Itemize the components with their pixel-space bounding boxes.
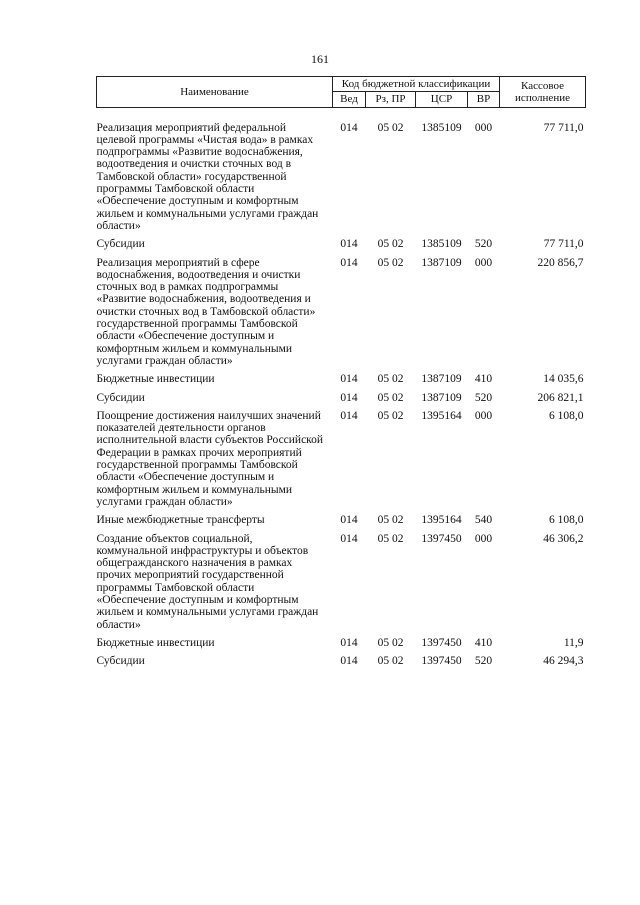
- row-name: Реализация мероприятий в сфере водоснабжения, водоотведения и очистки сточных вод в рамках подпрограммы «Развитие водоснабжения, водоотведения и очистки сточных вод в Тамбовской области» государственной программы Тамбовской области «Обеспечение доступным и комфортным жильем и коммунальными услугами граждан области»: [96, 256, 316, 367]
- row-rz-pr: 05 02: [377, 121, 404, 134]
- table-row: [97, 238, 586, 256]
- table-row: [97, 392, 586, 410]
- row-rz-pr: 05 02: [377, 514, 404, 527]
- table-body: [97, 107, 586, 673]
- row-ved: 014: [340, 391, 358, 404]
- row-rz-pr: 05 02: [377, 636, 404, 649]
- row-csr: 1397450: [421, 636, 462, 649]
- table-row: [97, 410, 586, 514]
- table-row: [97, 514, 586, 532]
- row-ved: 014: [340, 373, 358, 386]
- table-row: [97, 257, 586, 374]
- row-name: Бюджетные инвестиции: [96, 373, 215, 386]
- row-vr: 520: [474, 391, 493, 404]
- row-ved: 014: [340, 256, 358, 269]
- header-csr: ЦСР: [416, 92, 468, 107]
- row-amount: 77 711,0: [543, 121, 584, 134]
- row-rz-pr: 05 02: [377, 655, 404, 668]
- row-rz-pr: 05 02: [377, 238, 404, 251]
- header-name: Наименование: [97, 77, 333, 108]
- row-name: Иные межбюджетные трансферты: [96, 514, 265, 527]
- row-rz-pr: 05 02: [377, 256, 404, 269]
- table-row: [97, 122, 586, 239]
- row-ved: 014: [340, 409, 358, 422]
- row-csr: 1387109: [421, 373, 462, 386]
- row-name: Субсидии: [96, 655, 145, 668]
- table-row: [97, 373, 586, 391]
- row-amount: 6 108,0: [549, 409, 584, 422]
- row-amount: 206 821,1: [537, 391, 584, 404]
- row-amount: 14 035,6: [543, 373, 584, 386]
- row-csr: 1385109: [421, 121, 462, 134]
- row-ved: 014: [340, 636, 358, 649]
- budget-table: [96, 76, 586, 673]
- row-rz-pr: 05 02: [377, 532, 404, 545]
- row-name: Бюджетные инвестиции: [96, 636, 215, 649]
- row-ved: 014: [340, 238, 358, 251]
- row-csr: 1395164: [421, 514, 462, 527]
- row-amount: 11,9: [563, 636, 584, 649]
- row-rz-pr: 05 02: [377, 391, 404, 404]
- row-vr: 000: [474, 532, 493, 545]
- row-csr: 1395164: [421, 409, 462, 422]
- row-vr: 540: [474, 514, 493, 527]
- table-header: [97, 77, 586, 108]
- row-ved: 014: [340, 655, 358, 668]
- row-rz-pr: 05 02: [377, 409, 404, 422]
- row-vr: 000: [474, 409, 493, 422]
- row-vr: 410: [474, 373, 493, 386]
- row-name: Создание объектов социальной, коммунальной инфраструктуры и объектов общегражданского назначения в рамках прочих мероприятий государственной программы Тамбовской области «Обеспечение доступным и комфортным жильем и коммунальными услугами граждан области»: [96, 532, 319, 631]
- row-ved: 014: [340, 532, 358, 545]
- table-row: [97, 655, 586, 673]
- row-csr: 1397450: [421, 532, 462, 545]
- page-number: 161: [311, 52, 329, 66]
- row-vr: 000: [474, 256, 493, 269]
- row-name: Субсидии: [96, 391, 145, 404]
- row-csr: 1385109: [421, 238, 462, 251]
- row-rz-pr: 05 02: [377, 373, 404, 386]
- row-vr: 000: [474, 121, 493, 134]
- row-csr: 1387109: [421, 391, 462, 404]
- row-amount: 220 856,7: [537, 256, 584, 269]
- header-rz: Рз, ПР: [366, 92, 416, 107]
- row-name: Реализация мероприятий федеральной целевой программы «Чистая вода» в рамках подпрограммы «Развитие водоснабжения, водоотведения и очистки сточных вод в Тамбовской области» государственной программы Тамбовской области «Обеспечение доступным и комфортным жильем и коммунальными услугами граждан области»: [96, 121, 319, 232]
- table-row: [97, 533, 586, 637]
- header-amount: Кассовое исполнение: [500, 77, 586, 108]
- row-ved: 014: [340, 514, 358, 527]
- row-vr: 520: [474, 238, 493, 251]
- row-csr: 1387109: [421, 256, 462, 269]
- row-name: Поощрение достижения наилучших значений показателей деятельности органов исполнительной власти субъектов Российской Федерации в рамках прочих мероприятий государственной программы Тамбовской области «Обеспечение доступным и комфортным жильем и коммунальными услугами граждан области»: [96, 409, 324, 508]
- header-code-group: Код бюджетной классификации: [333, 77, 500, 92]
- row-csr: 1397450: [421, 655, 462, 668]
- row-amount: 46 306,2: [543, 532, 584, 545]
- row-vr: 520: [474, 655, 493, 668]
- row-vr: 410: [474, 636, 493, 649]
- row-name: Субсидии: [96, 238, 145, 251]
- table-row: [97, 637, 586, 655]
- header-vr: ВР: [468, 92, 500, 107]
- row-amount: 77 711,0: [543, 238, 584, 251]
- row-amount: 6 108,0: [549, 514, 584, 527]
- header-ved: Вед: [333, 92, 366, 107]
- row-amount: 46 294,3: [543, 655, 584, 668]
- row-ved: 014: [340, 121, 358, 134]
